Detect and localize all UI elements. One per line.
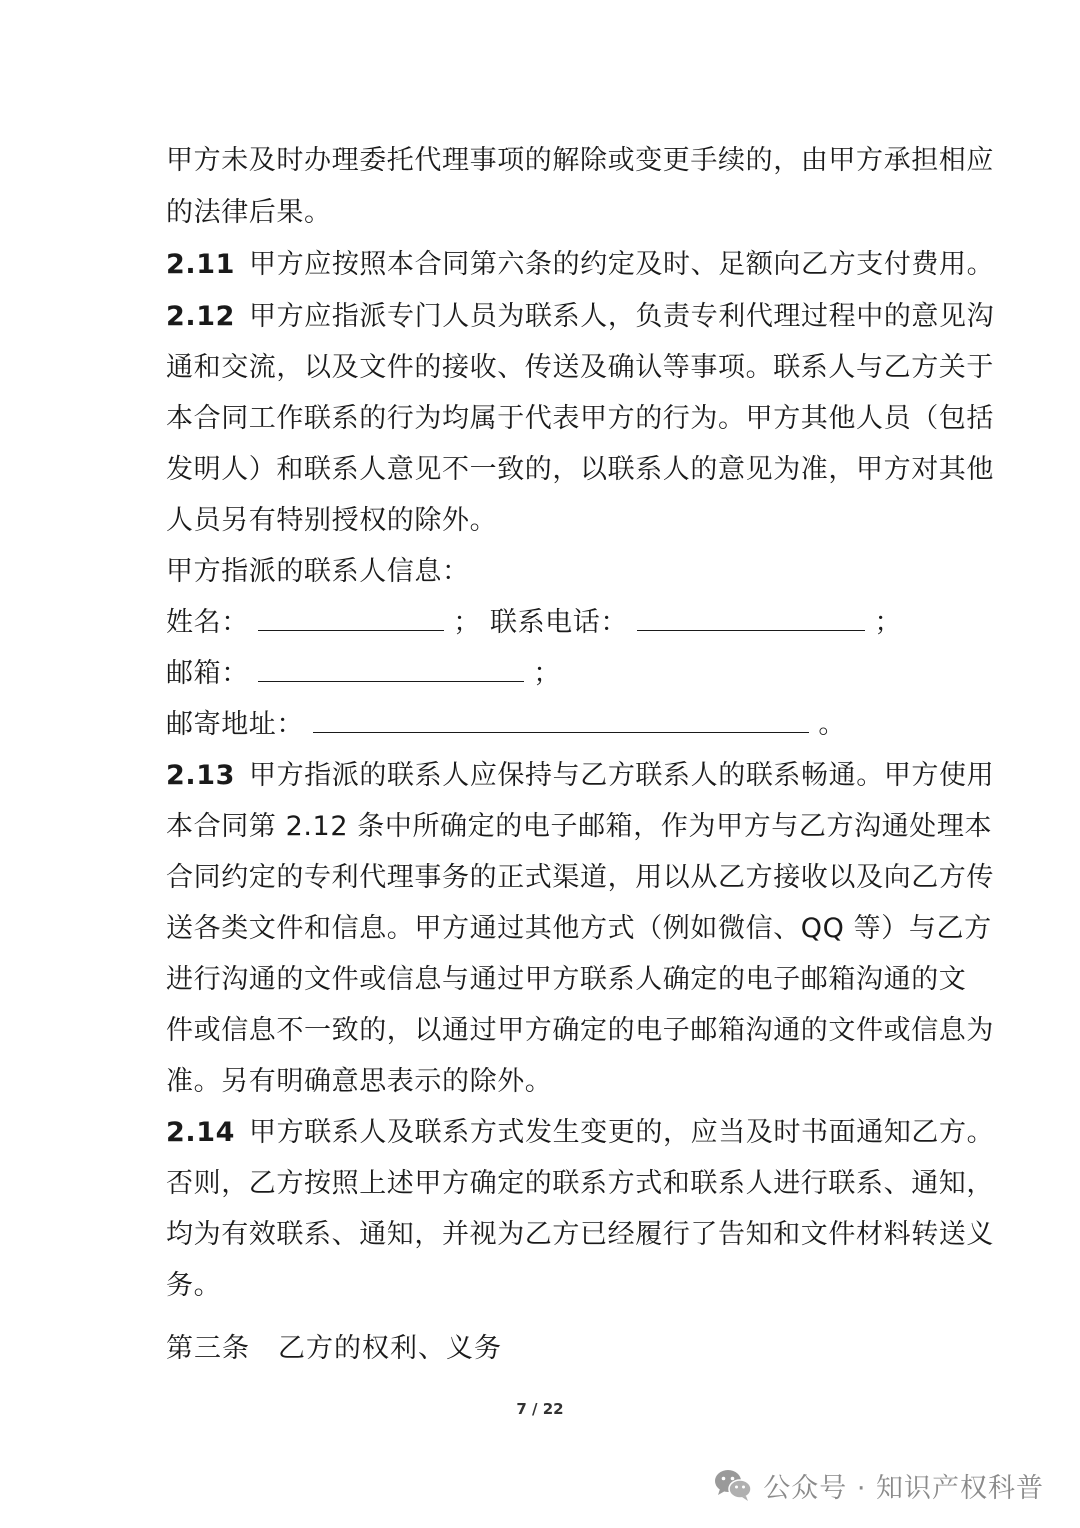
contact-name-row <box>166 603 926 643</box>
clause-number: 2.13 <box>166 760 236 791</box>
address-label: 邮寄地址： <box>166 709 304 740</box>
text-line: 合同约定的专利代理事务的正式渠道，用以从乙方接收以及向乙方传 <box>166 862 994 893</box>
separator: ； <box>453 607 481 638</box>
clause-2-12 <box>166 297 995 337</box>
name-blank <box>258 604 444 631</box>
separator: ； <box>533 658 561 689</box>
clause-number: 2.14 <box>166 1117 236 1148</box>
text-line: 本合同工作联系的行为均属于代表甲方的行为。甲方其他人员（包括 <box>166 403 994 434</box>
clause-text: 甲方联系人及联系方式发生变更的，应当及时书面通知乙方。 <box>249 1117 995 1148</box>
clause-number: 2.11 <box>166 249 236 280</box>
text-line: 通和交流，以及文件的接收、传送及确认等事项。联系人与乙方关于 <box>166 352 994 383</box>
text-line: 否则，乙方按照上述甲方确定的联系方式和联系人进行联系、通知， <box>166 1168 994 1199</box>
clause-text: 甲方应按照本合同第六条的约定及时、足额向乙方支付费用。 <box>249 249 995 280</box>
text-line: 甲方未及时办理委托代理事项的解除或变更手续的，由甲方承担相应 <box>166 145 994 176</box>
text-line: 务。 <box>166 1270 222 1301</box>
name-label: 姓名： <box>166 607 249 638</box>
contact-intro: 甲方指派的联系人信息： <box>166 556 470 587</box>
separator: ； <box>874 607 902 638</box>
text-line: 本合同第 2.12 条中所确定的电子邮箱，作为甲方与乙方沟通处理本 <box>166 811 993 842</box>
email-label: 邮箱： <box>166 658 249 689</box>
wechat-icon <box>713 1468 753 1502</box>
clause-2-13 <box>166 756 995 796</box>
clause-2-11 <box>166 245 995 285</box>
article-title: 乙方的权利、义务 <box>278 1333 502 1364</box>
text-line: 均为有效联系、通知，并视为乙方已经履行了告知和文件材料转送义 <box>166 1219 994 1250</box>
phone-blank <box>637 604 865 631</box>
contact-email-row <box>166 654 926 694</box>
article-label: 第三条 <box>166 1333 250 1364</box>
text-line: 发明人）和联系人意见不一致的，以联系人的意见为准，甲方对其他 <box>166 454 994 485</box>
article-heading <box>166 1329 926 1369</box>
clause-text: 甲方指派的联系人应保持与乙方联系人的联系畅通。甲方使用 <box>249 760 995 791</box>
email-blank <box>258 655 524 682</box>
text-line: 的法律后果。 <box>166 197 332 228</box>
address-blank <box>313 706 809 733</box>
text-line: 送各类文件和信息。甲方通过其他方式（例如微信、QQ 等）与乙方 <box>166 913 992 944</box>
watermark <box>713 1462 1044 1508</box>
clause-number: 2.12 <box>166 301 236 332</box>
clause-text: 甲方应指派专门人员为联系人，负责专利代理过程中的意见沟 <box>249 301 995 332</box>
page-number: 7 / 22 <box>516 1400 564 1418</box>
clause-2-14 <box>166 1113 995 1153</box>
separator: 。 <box>818 709 846 740</box>
text-line: 人员另有特别授权的除外。 <box>166 505 498 536</box>
watermark-text: 公众号 · 知识产权科普 <box>763 1472 1044 1504</box>
text-line: 进行沟通的文件或信息与通过甲方联系人确定的电子邮箱沟通的文 <box>166 964 967 995</box>
phone-label: 联系电话： <box>489 607 628 638</box>
contact-address-row <box>166 705 926 745</box>
text-line: 件或信息不一致的，以通过甲方确定的电子邮箱沟通的文件或信息为 <box>166 1015 994 1046</box>
text-line: 准。另有明确意思表示的除外。 <box>166 1066 553 1097</box>
